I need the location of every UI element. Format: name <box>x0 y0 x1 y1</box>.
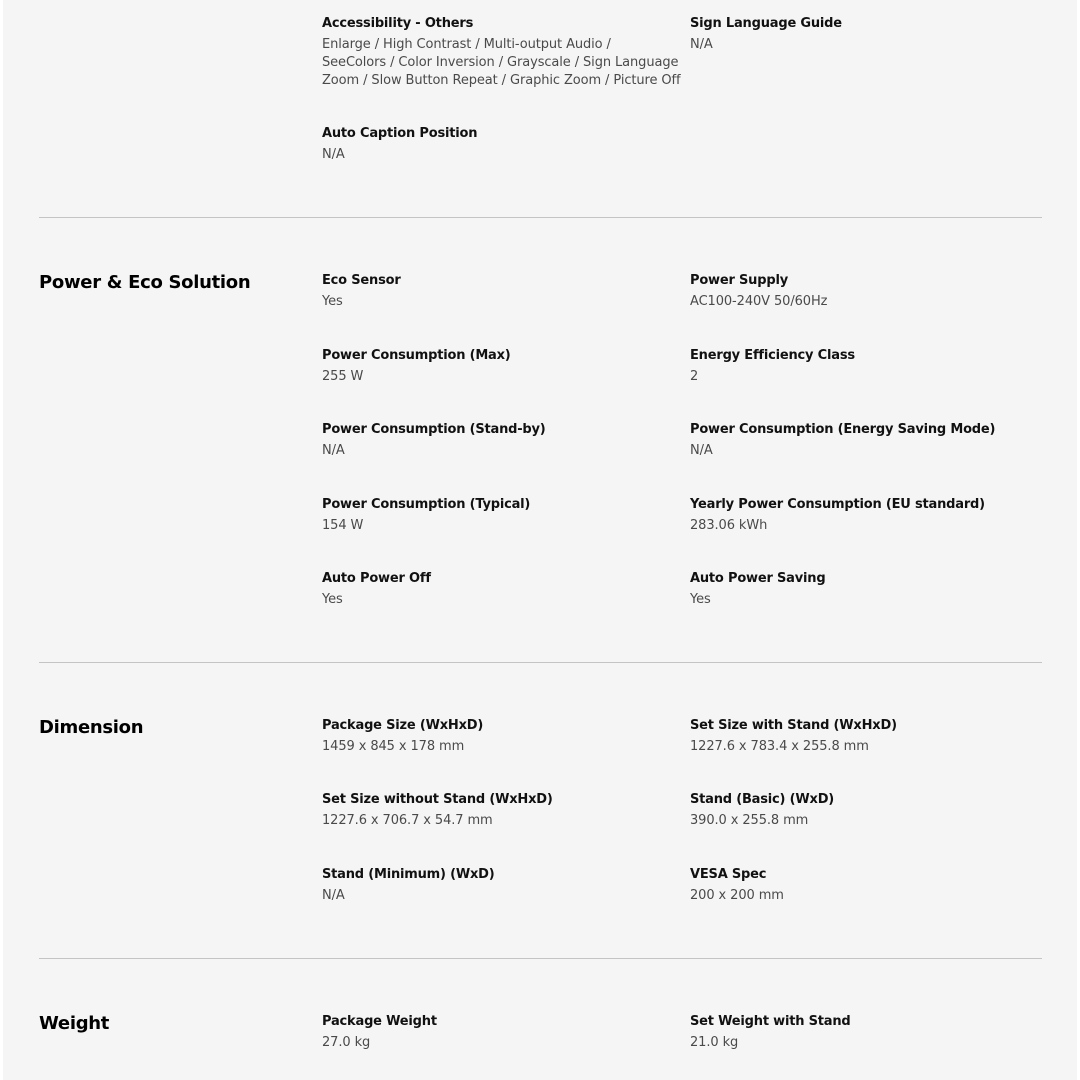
spec-label-auto-power-off: Auto Power Off <box>322 571 431 586</box>
spec-value-eco-sensor: Yes <box>322 294 343 309</box>
spec-label-stand-minimum: Stand (Minimum) (WxD) <box>322 867 495 882</box>
spec-label-accessibility-others: Accessibility - Others <box>322 16 474 31</box>
section-divider <box>39 958 1042 959</box>
spec-label-power-consumption-max: Power Consumption (Max) <box>322 348 511 363</box>
spec-label-power-consumption-standby: Power Consumption (Stand-by) <box>322 422 546 437</box>
spec-value-power-consumption-max: 255 W <box>322 369 364 384</box>
spec-value-stand-basic: 390.0 x 255.8 mm <box>690 813 809 828</box>
spec-value-power-consumption-energy-saving: N/A <box>690 443 713 458</box>
section-title-dimension: Dimension <box>39 717 144 738</box>
spec-value-power-consumption-standby: N/A <box>322 443 345 458</box>
spec-value-vesa-spec: 200 x 200 mm <box>690 888 784 903</box>
section-title-weight: Weight <box>39 1013 110 1034</box>
spec-label-auto-power-saving: Auto Power Saving <box>690 571 826 586</box>
spec-label-package-size: Package Size (WxHxD) <box>322 718 484 733</box>
spec-label-set-weight-with-stand: Set Weight with Stand <box>690 1014 851 1029</box>
spec-value-auto-caption-position: N/A <box>322 147 345 162</box>
spec-label-eco-sensor: Eco Sensor <box>322 273 401 288</box>
spec-label-yearly-power-consumption: Yearly Power Consumption (EU standard) <box>690 497 985 512</box>
spec-value-set-weight-with-stand: 21.0 kg <box>690 1035 739 1050</box>
spec-value-line: Zoom / Slow Button Repeat / Graphic Zoom / Picture Off <box>322 73 681 88</box>
spec-label-set-size-with-stand: Set Size with Stand (WxHxD) <box>690 718 897 733</box>
section-divider <box>39 217 1042 218</box>
spec-label-sign-language-guide: Sign Language Guide <box>690 16 842 31</box>
spec-value-set-size-with-stand: 1227.6 x 783.4 x 255.8 mm <box>690 739 869 754</box>
spec-label-power-supply: Power Supply <box>690 273 788 288</box>
spec-label-power-consumption-energy-saving: Power Consumption (Energy Saving Mode) <box>690 422 996 437</box>
section-title-power: Power & Eco Solution <box>39 272 251 293</box>
spec-label-energy-efficiency-class: Energy Efficiency Class <box>690 348 855 363</box>
spec-label-set-size-without-stand: Set Size without Stand (WxHxD) <box>322 792 553 807</box>
spec-value-sign-language-guide: N/A <box>690 37 713 52</box>
spec-value-auto-power-saving: Yes <box>690 592 711 607</box>
spec-value-line: Enlarge / High Contrast / Multi-output Audio / <box>322 37 611 52</box>
spec-label-auto-caption-position: Auto Caption Position <box>322 126 478 141</box>
spec-label-vesa-spec: VESA Spec <box>690 867 767 882</box>
spec-value-energy-efficiency-class: 2 <box>690 369 699 384</box>
spec-label-stand-basic: Stand (Basic) (WxD) <box>690 792 835 807</box>
spec-value-yearly-power-consumption: 283.06 kWh <box>690 518 768 533</box>
spec-label-package-weight: Package Weight <box>322 1014 437 1029</box>
spec-value-set-size-without-stand: 1227.6 x 706.7 x 54.7 mm <box>322 813 493 828</box>
spec-value-accessibility-others <box>322 36 681 90</box>
spec-page <box>3 0 1077 1080</box>
spec-value-auto-power-off: Yes <box>322 592 343 607</box>
spec-value-package-weight: 27.0 kg <box>322 1035 371 1050</box>
spec-value-power-supply: AC100-240V 50/60Hz <box>690 294 828 309</box>
section-divider <box>39 662 1042 663</box>
spec-value-line: SeeColors / Color Inversion / Grayscale / Sign Language <box>322 55 679 70</box>
spec-value-stand-minimum: N/A <box>322 888 345 903</box>
spec-value-package-size: 1459 x 845 x 178 mm <box>322 739 465 754</box>
spec-label-power-consumption-typical: Power Consumption (Typical) <box>322 497 531 512</box>
spec-value-power-consumption-typical: 154 W <box>322 518 364 533</box>
